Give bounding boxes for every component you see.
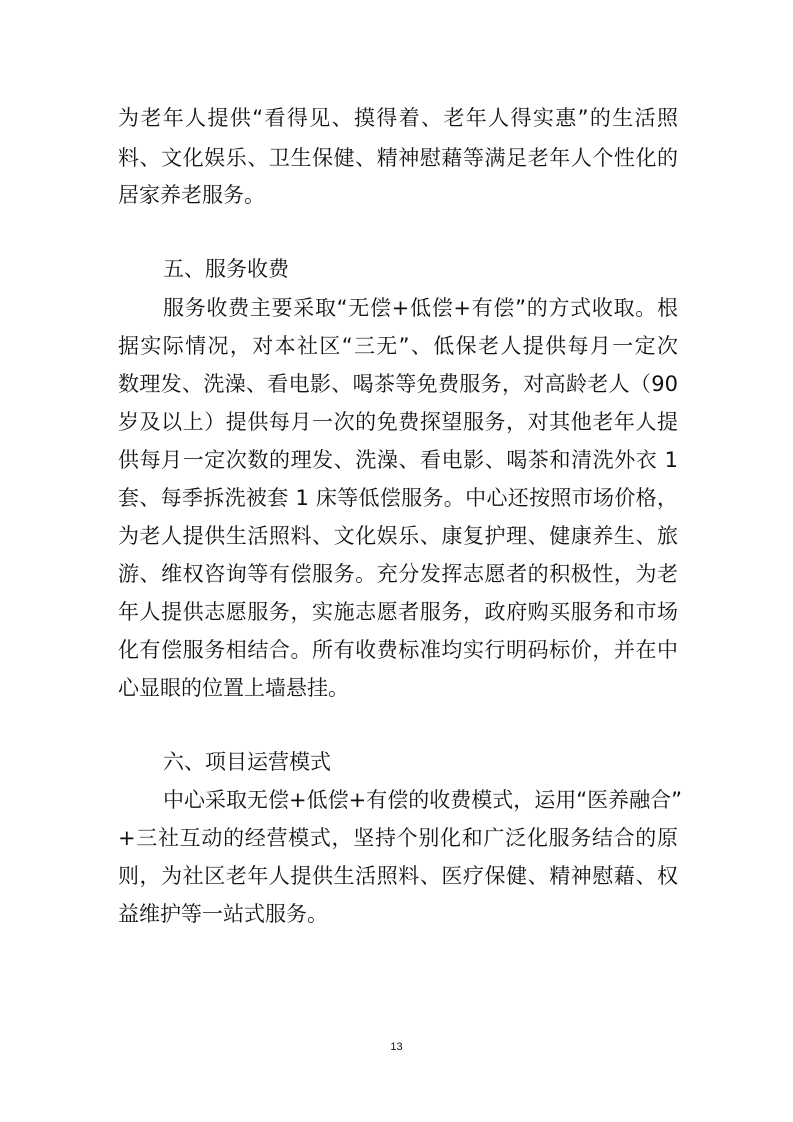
paragraph-line: 为老年人提供“看得见、摸得着、老年人得实惠”的生活照 [118,106,678,130]
paragraph-line: +三社互动的经营模式，坚持个别化和广泛化服务结合的原 [118,826,678,850]
paragraph-line: 岁及以上）提供每月一次的免费探望服务，对其他老年人提 [118,410,678,434]
paragraph-line: 料、文化娱乐、卫生保健、精神慰藉等满足老年人个性化的 [118,146,678,170]
paragraph-line: 化有偿服务相结合。所有收费标准均实行明码标价，并在中 [118,638,678,662]
paragraph-line: 数理发、洗澡、看电影、喝茶等免费服务，对高龄老人（90 [118,372,678,396]
section-heading-fees: 五、服务收费 [163,257,289,281]
paragraph-line: 年人提供志愿服务，实施志愿者服务，政府购买服务和市场 [118,600,678,624]
paragraph-line: 则，为社区老年人提供生活照料、医疗保健、精神慰藉、权 [118,864,678,888]
paragraph-line: 游、维权咨询等有偿服务。充分发挥志愿者的积极性，为老 [118,562,678,586]
paragraph-line: 供每月一定次数的理发、洗澡、看电影、喝茶和清洗外衣 1 [118,448,678,472]
section-heading-operation-model: 六、项目运营模式 [163,750,331,774]
paragraph-line: 为老人提供生活照料、文化娱乐、康复护理、健康养生、旅 [118,524,678,548]
paragraph-line: 居家养老服务。 [118,183,265,207]
paragraph-line: 服务收费主要采取“无偿+低偿+有偿”的方式收取。根 [163,296,678,320]
paragraph-line: 益维护等一站式服务。 [118,902,328,926]
paragraph-line: 心显眼的位置上墙悬挂。 [118,676,349,700]
paragraph-line: 套、每季拆洗被套 1 床等低偿服务。中心还按照市场价格， [118,486,678,510]
paragraph-line: 中心采取无偿+低偿+有偿的收费模式，运用“医养融合” [163,788,682,812]
paragraph-line: 据实际情况，对本社区“三无”、低保老人提供每月一定次 [118,334,678,358]
page-number: 13 [390,1041,403,1053]
